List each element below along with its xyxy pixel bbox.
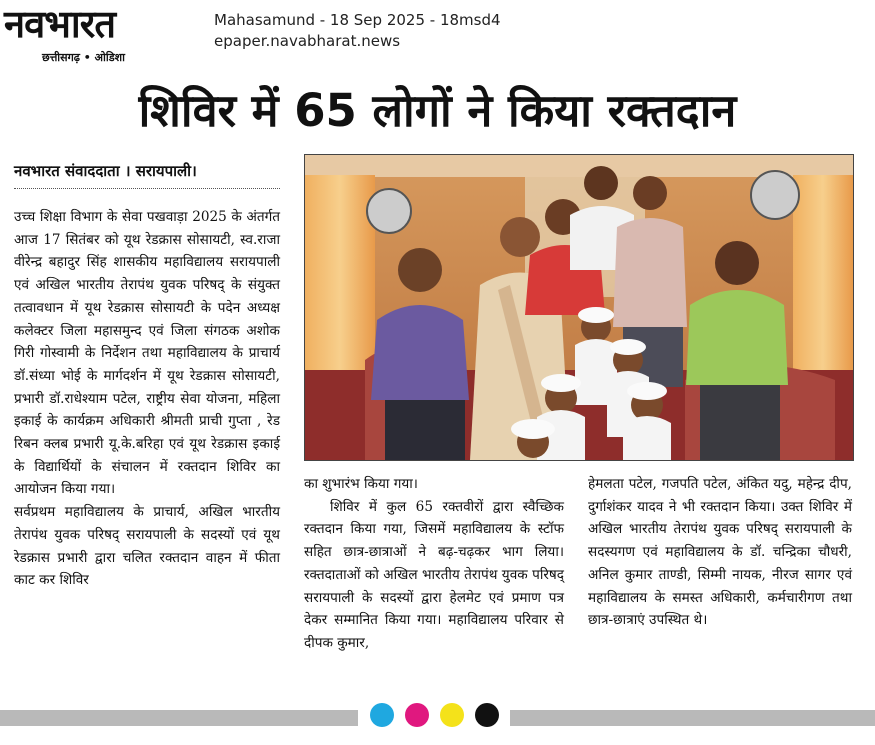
newspaper-logo xyxy=(4,4,194,64)
article-column-2 xyxy=(304,473,564,655)
cyan-registration-dot xyxy=(370,703,394,727)
article-photo xyxy=(304,154,854,461)
column1-paragraph-1: उच्च शिक्षा विभाग के सेवा पखवाड़ा 2025 के अंतर्गत आज 17 सितंबर को यूथ रेडक्रास सोसायटी, स्व.राजा वीरेन्द्र बहादुर सिंह शासकीय महाविद्यालय सरायपाली एवं अखिल भारतीय तेरापंथ युवक परिषद् के संयुक्त तत्वावधान में यूथ रेडक्रास सोसायटी के पदेन अध्यक्ष कलेक्टर जिला महासमुन्द एवं जिला संगठक अशोक गिरी गोस्वामी के निर्देशन तथा महाविद्यालय के प्राचार्य डॉ.संध्या भोई के मार्गदर्शन में यूथ रेडक्रास सोसायटी, प्रभारी डॉ.राधेश्याम पटेल, राष्ट्रीय सेवा योजना, महिला इकाई के कार्यक्रम अधिकारी श्रीमती प्राची गुप्ता , रेड रिबन क्लब प्रभारी यू.के.बरिहा एवं यूथ रेडक्रास इकाई के विद्यार्थियों के संचालन में रक्तदान शिविर का आयोजन किया गया। xyxy=(14,209,280,498)
edition-line: Mahasamund - 18 Sep 2025 - 18msd4 xyxy=(214,11,501,29)
blood-donation-camp-photo xyxy=(305,155,853,460)
black-registration-dot xyxy=(475,703,499,727)
logo-text: नवभारत xyxy=(4,2,115,46)
article-byline: नवभारत संवाददाता । सरायपाली। xyxy=(14,158,280,189)
column1-paragraph-2: सर्वप्रथम महाविद्यालय के प्राचार्य, अखिल भारतीय तेरापंथ युवक परिषद् सरायपाली के सदस्यों एवं यूथ रेडक्रास प्रभारी द्वारा चलित रक्तदान वाहन में फीता काट कर शिविर xyxy=(14,504,280,589)
print-registration-bar xyxy=(0,700,875,732)
article-column-3 xyxy=(588,473,852,632)
yellow-registration-dot xyxy=(440,703,464,727)
registration-grey-bar-left xyxy=(0,710,358,726)
article-headline: शिविर में 65 लोगों ने किया रक्तदान xyxy=(138,84,737,137)
column2-paragraph-2: शिविर में कुल 65 रक्तवीरों द्वारा स्वैच्छिक रक्तदान किया गया, जिसमें महाविद्यालय के स्टॉफ सहित छात्र-छात्राओं ने बढ़-चढ़कर भाग लिया। रक्तदाताओं को अखिल भारतीय तेरापंथ युवक परिषद् सरायपाली के सदस्यों द्वारा हेलमेट एवं प्रमाण पत्र देकर सम्मानित किया गया। महाविद्यालय परिवार से दीपक कुमार, xyxy=(304,498,564,651)
article-column-1 xyxy=(14,206,280,592)
fan-left-icon xyxy=(367,189,411,233)
website-link[interactable]: epaper.navabharat.news xyxy=(214,32,401,50)
column2-paragraph-1: का शुभारंभ किया गया। xyxy=(304,476,418,492)
registration-grey-bar-right xyxy=(510,710,875,726)
magenta-registration-dot xyxy=(405,703,429,727)
fan-right-icon xyxy=(751,171,799,219)
masthead xyxy=(0,0,875,70)
edition-info xyxy=(214,10,501,52)
column3-paragraph-1: हेमलता पटेल, गजपति पटेल, अंकित यदु, महेन्द्र दीप, दुर्गाशंकर यादव ने भी रक्तदान किया। उक्त शिविर में अखिल भारतीय तेरापंथ युवक परिषद् सरायपाली के सदस्यगण एवं महाविद्यालय के डॉ. चन्द्रिका चौधरी, अनिल कुमार ताण्डी, सिम्मी नायक, नीरज सागर एवं महाविद्यालय के समस्त अधिकारी, कर्मचारीगण तथा छात्र-छात्राएं उपस्थित थे। xyxy=(588,476,852,629)
logo-subtitle: छत्तीसगढ़ • ओडिशा xyxy=(42,51,125,64)
